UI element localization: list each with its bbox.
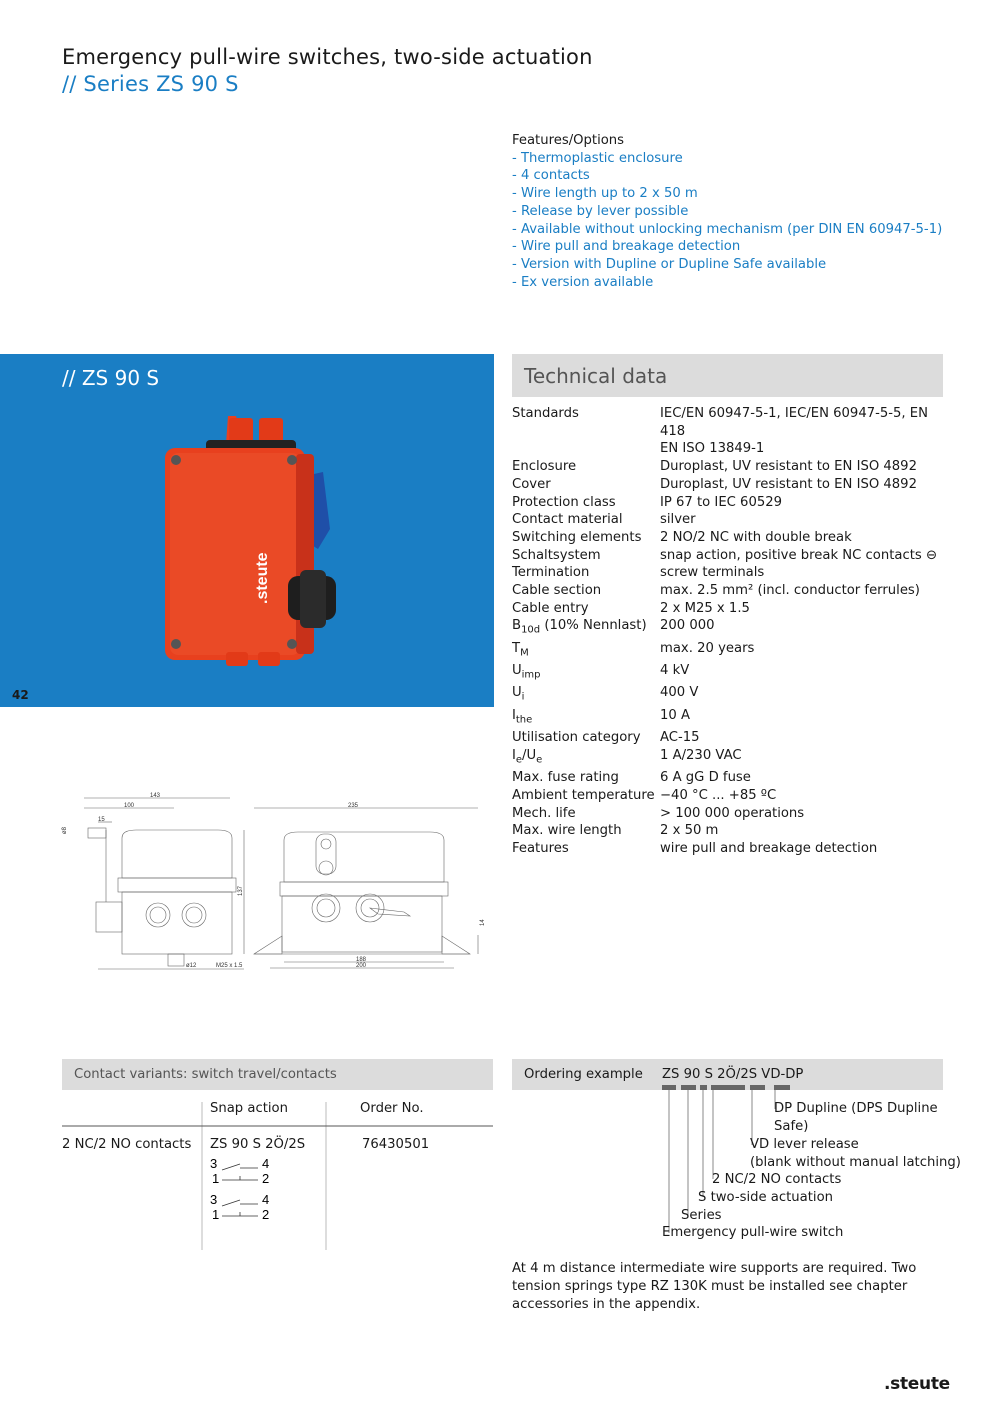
ordering-line: Series — [681, 1208, 722, 1223]
tech-label: Protection class — [512, 494, 616, 510]
tech-value: IP 67 to IEC 60529 — [660, 494, 783, 510]
device-brand-text: .steute — [254, 552, 271, 604]
features-heading: Features/Options — [512, 133, 625, 148]
variant-label: 2 NC/2 NO contacts — [62, 1137, 192, 1152]
page-title: Emergency pull-wire switches, two-side actuation — [62, 45, 593, 69]
dim-label: ø12 — [186, 963, 197, 969]
tech-row — [512, 747, 952, 769]
tech-label: $I_{the}$ — [512, 707, 533, 726]
tech-row — [512, 729, 952, 747]
tech-row — [512, 511, 952, 529]
tech-label: Standards — [512, 406, 579, 421]
tech-label: Cable entry — [512, 600, 589, 616]
tech-value: 2 NO/2 NC with double break — [660, 529, 852, 545]
product-photo — [0, 354, 494, 707]
tech-value: IEC/EN 60947-5-1, IEC/EN 60947-5-5, EN 418 — [660, 406, 928, 439]
tech-row — [512, 494, 952, 512]
tech-value: 2 x M25 x 1.5 — [660, 600, 750, 616]
tech-value: EN ISO 13849-1 — [660, 441, 765, 457]
feature-item: - Available without unlocking mechanism (per DIN EN 60947-5-1) — [512, 221, 943, 237]
dim-label: ø8 — [62, 826, 68, 834]
contact-variants-heading: Contact variants: switch travel/contacts — [74, 1067, 337, 1082]
product-label: // ZS 90 S — [62, 366, 160, 390]
ordering-line: Emergency pull-wire switch — [662, 1225, 844, 1240]
tech-row — [512, 805, 952, 823]
tech-label: $B_{10d}$ (10% Nennlast) — [512, 618, 647, 637]
ordering-line: (blank without manual latching) — [750, 1155, 961, 1170]
tech-value: snap action, positive break NC contacts ⊖ — [660, 547, 938, 563]
tech-value: silver — [660, 512, 696, 528]
tech-row — [512, 547, 952, 565]
tech-row — [512, 787, 952, 805]
tech-value: 400 V — [660, 685, 699, 701]
tech-row — [512, 707, 952, 729]
feature-item: - Release by lever possible — [512, 203, 689, 219]
tech-row — [512, 840, 952, 858]
tech-value: 200 000 — [660, 618, 715, 634]
tech-value: Duroplast, UV resistant to EN ISO 4892 — [660, 476, 917, 492]
tech-label — [512, 440, 660, 458]
tech-row — [512, 582, 952, 600]
tech-row — [512, 440, 952, 458]
tech-label: Schaltsystem — [512, 547, 601, 563]
tech-value: −40 °C ... +85 ºC — [660, 787, 777, 803]
page-number: 42 — [12, 688, 29, 702]
tech-label: Features — [512, 841, 569, 857]
feature-item: - Wire length up to 2 x 50 m — [512, 186, 698, 202]
feature-item: - Wire pull and breakage detection — [512, 239, 741, 255]
contact-number: 4 — [262, 1156, 270, 1171]
technical-data-heading: Technical data — [524, 364, 668, 388]
technical-data-header — [512, 354, 943, 397]
tech-label: Max. fuse rating — [512, 770, 619, 786]
tech-label: $U_i$ — [512, 685, 525, 704]
tech-value: 6 A gG D fuse — [660, 770, 751, 786]
tech-row — [512, 617, 952, 639]
tech-label: Contact material — [512, 512, 623, 528]
feature-item: - Ex version available — [512, 274, 654, 290]
feature-item: - Version with Dupline or Dupline Safe available — [512, 256, 827, 272]
col-snap-action: Snap action — [210, 1101, 288, 1116]
tech-label: $U_{imp}$ — [512, 663, 541, 681]
tech-label: Max. wire length — [512, 823, 622, 839]
tech-row — [512, 458, 952, 476]
dim-label: 15 — [98, 817, 105, 823]
tech-row — [512, 529, 952, 547]
tech-row — [512, 662, 952, 684]
tech-label: Enclosure — [512, 459, 577, 475]
tech-value: AC-15 — [660, 730, 700, 746]
ordering-code: ZS 90 S 2Ö/2S VD-DP — [662, 1067, 804, 1082]
dim-label: M25 x 1.5 — [216, 963, 243, 969]
variant-order-no: 76430501 — [362, 1137, 430, 1152]
tech-value: screw terminals — [660, 565, 765, 581]
tech-row — [512, 640, 952, 662]
installation-note: At 4 m distance intermediate wire supports are required. Two tension springs type RZ 130K must be installed see chapter accessories in the appendix. — [512, 1261, 917, 1312]
tech-label: Mech. life — [512, 805, 576, 821]
tech-row — [512, 769, 952, 787]
technical-data-table — [512, 405, 952, 858]
contact-number: 2 — [262, 1207, 270, 1222]
contact-number: 4 — [262, 1192, 270, 1207]
dim-label: 137 — [238, 885, 244, 896]
contact-variants-header — [62, 1059, 493, 1090]
contact-number: 1 — [212, 1171, 220, 1186]
series-subtitle: // Series ZS 90 S — [62, 72, 239, 96]
tech-value: 4 kV — [660, 663, 690, 679]
tech-label: Cover — [512, 476, 551, 492]
tech-label: $I_e/U_e$ — [512, 747, 543, 766]
steute-logo: .steute — [884, 1374, 950, 1394]
ordering-line: VD lever release — [750, 1137, 859, 1152]
tech-label: Switching elements — [512, 529, 642, 545]
dim-label: 100 — [124, 803, 135, 809]
tech-value: max. 2.5 mm² (incl. conductor ferrules) — [660, 583, 920, 599]
contact-number: 2 — [262, 1171, 270, 1186]
tech-value: 2 x 50 m — [660, 823, 719, 839]
tech-label: Utilisation category — [512, 730, 641, 746]
tech-row — [512, 476, 952, 494]
tech-value: max. 20 years — [660, 640, 755, 656]
col-order-no: Order No. — [360, 1101, 424, 1116]
dim-label: 200 — [356, 963, 367, 969]
ordering-line: DP Dupline (DPS Dupline — [774, 1101, 938, 1116]
product-image-panel — [0, 354, 494, 707]
features-list — [512, 132, 942, 291]
feature-item: - Thermoplastic enclosure — [512, 150, 683, 166]
tech-row — [512, 684, 952, 706]
tech-label: $T_M$ — [512, 640, 529, 659]
tech-row — [512, 405, 952, 440]
tech-row — [512, 564, 952, 582]
variant-type: ZS 90 S 2Ö/2S — [210, 1137, 306, 1152]
dimension-drawing — [58, 790, 493, 975]
tech-value: > 100 000 operations — [660, 805, 805, 821]
contact-number: 3 — [210, 1156, 218, 1171]
ordering-label: Ordering example — [524, 1067, 643, 1082]
tech-value: 10 A — [660, 707, 690, 723]
dim-label: 143 — [150, 793, 161, 799]
ordering-line: Safe) — [774, 1119, 809, 1134]
contact-number: 3 — [210, 1192, 218, 1207]
dim-label: 235 — [348, 803, 359, 809]
tech-label: Cable section — [512, 583, 602, 599]
dim-label: 14 — [480, 919, 486, 926]
tech-value: wire pull and breakage detection — [660, 841, 878, 857]
tech-row — [512, 822, 952, 840]
ordering-line: S two-side actuation — [698, 1190, 834, 1205]
tech-label: Ambient temperature — [512, 787, 655, 803]
contact-number: 1 — [212, 1207, 220, 1222]
tech-label: Termination — [512, 565, 590, 581]
tech-value: 1 A/230 VAC — [660, 747, 742, 763]
tech-row — [512, 600, 952, 618]
contact-variants-table — [62, 1092, 493, 1252]
tech-value: Duroplast, UV resistant to EN ISO 4892 — [660, 459, 917, 475]
ordering-line: 2 NC/2 NO contacts — [712, 1172, 842, 1187]
feature-item: - 4 contacts — [512, 168, 590, 184]
dim-label: 188 — [356, 957, 367, 963]
